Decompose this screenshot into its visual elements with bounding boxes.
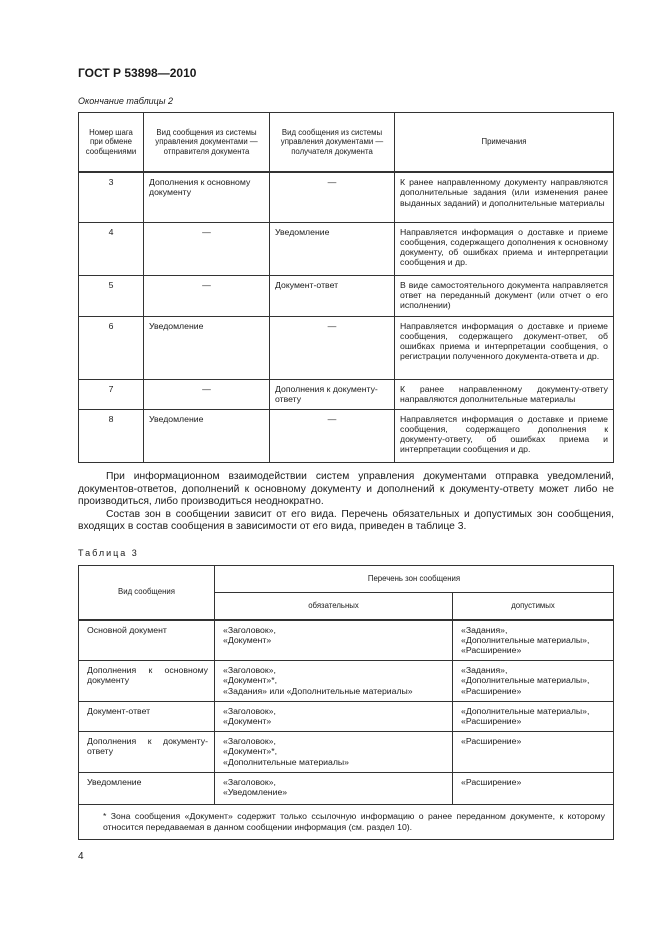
step-cell: 5 xyxy=(79,275,144,316)
receiver-cell: — xyxy=(270,409,395,462)
required-cell xyxy=(215,773,453,805)
paragraph-2: Состав зон в сообщении зависит от его вида. Перечень обязательных и допустимых зон сообщения, входящих в состав сообщения в зависимости от его вида, приведен в таблице 3. xyxy=(78,508,614,533)
receiver-cell: — xyxy=(270,316,395,379)
zone-item: «Документ»*, xyxy=(223,746,277,757)
zone-item: «Документ» xyxy=(223,634,272,645)
zone-item: «Заголовок», xyxy=(223,706,276,716)
table3-title: Таблица 3 xyxy=(78,548,139,558)
sender-cell: Уведомление xyxy=(144,316,270,379)
table2-col-step: Номер шага при обмене сообщениями xyxy=(79,113,144,173)
table3-col-allowed: допустимых xyxy=(453,593,614,620)
table2-col-receiver: Вид сообщения из системы управления документами — получателя документа xyxy=(270,113,395,173)
note-cell: Направляется информация о доставке и приеме сообщения, содержащего дополнения к основному документу, об ошибках приема и интерпретации сообщения и др. xyxy=(395,222,614,275)
sender-cell: — xyxy=(144,379,270,409)
allowed-cell xyxy=(453,702,614,732)
zone-item: «Расширение» xyxy=(461,777,522,787)
required-cell xyxy=(215,661,453,702)
note-cell: К ранее направленному документу направляются дополнительные задания (или изменения ранее выданных заданий) и дополнительные материалы xyxy=(395,172,614,222)
table2-col-sender: Вид сообщения из системы управления документами — отправителя документа xyxy=(144,113,270,173)
zone-item: «Заголовок», xyxy=(223,777,276,787)
note-cell: Направляется информация о доставке и приеме сообщения, содержащего дополнения к документу-ответу, об ошибках приема и интерпретации сообщения и др. xyxy=(395,409,614,462)
note-cell: В виде самостоятельного документа направляется ответ на переданный документ (или отчет о его исполнении) xyxy=(395,275,614,316)
zone-item: «Дополнительные материалы», xyxy=(461,675,590,686)
body-text xyxy=(78,471,614,534)
table3-col-zones: Перечень зон сообщения xyxy=(215,566,614,593)
step-cell: 6 xyxy=(79,316,144,379)
zone-item: «Заголовок», xyxy=(223,624,276,635)
step-cell: 7 xyxy=(79,379,144,409)
zone-item: «Документ» xyxy=(223,716,272,727)
step-cell: 3 xyxy=(79,172,144,222)
zone-item: «Заголовок», xyxy=(223,665,276,675)
table3 xyxy=(78,565,614,840)
note-cell: Направляется информация о доставке и приеме сообщения, содержащего документ-ответ, об ошибках приема и интерпретации сообщения, о регистрации полученного документа-ответа и др. xyxy=(395,316,614,379)
table3-footnote: * Зона сообщения «Документ» содержит только ссылочную информацию о ранее переданном документе, к которому относится передаваемая в данном сообщении информация (см. раздел 10). xyxy=(79,805,614,840)
receiver-cell: Документ-ответ xyxy=(270,275,395,316)
type-cell: Дополнения к документу-ответу xyxy=(79,732,215,773)
required-cell xyxy=(215,732,453,773)
table-row xyxy=(79,409,614,462)
zone-item: «Заголовок», xyxy=(223,736,276,746)
zone-item: «Расширение» xyxy=(461,685,522,696)
table-row xyxy=(79,661,614,702)
table3-col-type: Вид сообщения xyxy=(79,566,215,620)
table-row xyxy=(79,222,614,275)
sender-cell: Уведомление xyxy=(144,409,270,462)
table-row xyxy=(79,275,614,316)
table-row xyxy=(79,732,614,773)
type-cell: Основной документ xyxy=(79,620,215,661)
zone-item: «Дополнительные материалы», xyxy=(461,634,590,645)
document-header: ГОСТ Р 53898—2010 xyxy=(78,66,197,80)
zone-item: «Расширение» xyxy=(461,645,522,656)
table2-col-note: Примечания xyxy=(395,113,614,173)
type-cell: Документ-ответ xyxy=(79,702,215,732)
table2-header-row xyxy=(79,113,614,173)
type-cell: Уведомление xyxy=(79,773,215,805)
zone-item: «Задания», xyxy=(461,665,508,675)
table3-header-row xyxy=(79,566,614,593)
zone-item: «Расширение» xyxy=(461,716,522,727)
receiver-cell: Уведомление xyxy=(270,222,395,275)
allowed-cell xyxy=(453,773,614,805)
table-row xyxy=(79,773,614,805)
table-row xyxy=(79,379,614,409)
required-cell xyxy=(215,620,453,661)
zone-item: «Дополнительные материалы», xyxy=(461,706,590,716)
table-row xyxy=(79,620,614,661)
sender-cell: — xyxy=(144,275,270,316)
table-row xyxy=(79,702,614,732)
zone-item: «Расширение» xyxy=(461,736,522,746)
required-cell xyxy=(215,702,453,732)
receiver-cell: — xyxy=(270,172,395,222)
zone-item: «Дополнительные материалы» xyxy=(223,756,350,767)
sender-cell: — xyxy=(144,222,270,275)
table2-caption: Окончание таблицы 2 xyxy=(78,96,173,106)
table3-footnote-row xyxy=(79,805,614,840)
step-cell: 8 xyxy=(79,409,144,462)
note-cell: К ранее направленному документу-ответу направляются дополнительные материалы xyxy=(395,379,614,409)
table3-col-required: обязательных xyxy=(215,593,453,620)
zone-item: «Документ»*, xyxy=(223,675,277,686)
table2 xyxy=(78,112,614,463)
type-cell: Дополнения к основному документу xyxy=(79,661,215,702)
zone-item: «Уведомление» xyxy=(223,787,288,798)
receiver-cell: Дополнения к документу-ответу xyxy=(270,379,395,409)
zone-item: «Задания» или «Дополнительные материалы» xyxy=(223,685,413,696)
page-number: 4 xyxy=(78,851,84,862)
step-cell: 4 xyxy=(79,222,144,275)
table-row xyxy=(79,172,614,222)
sender-cell: Дополнения к основному документу xyxy=(144,172,270,222)
allowed-cell xyxy=(453,732,614,773)
allowed-cell xyxy=(453,620,614,661)
paragraph-1: При информационном взаимодействии систем управления документами отправка уведомлений, документов-ответов, дополнений к основному документу и дополнений к документу-ответу может либо не производиться, либо производиться неоднократно. xyxy=(78,471,614,508)
zone-item: «Задания», xyxy=(461,624,508,635)
allowed-cell xyxy=(453,661,614,702)
table-row xyxy=(79,316,614,379)
